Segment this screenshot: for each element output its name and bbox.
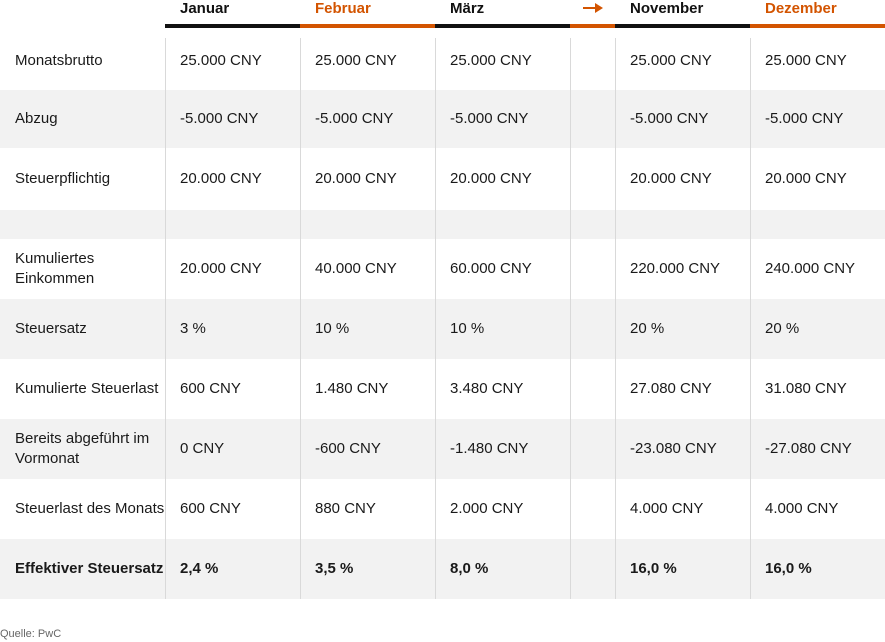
cell-feb: -600 CNY bbox=[315, 440, 381, 457]
column-divider bbox=[615, 38, 616, 599]
row-label: Monatsbrutto bbox=[15, 52, 103, 69]
cell-dec: 4.000 CNY bbox=[765, 500, 839, 517]
cell-mar: -1.480 CNY bbox=[450, 440, 529, 457]
header-rule bbox=[615, 24, 750, 28]
source-note: Quelle: PwC bbox=[0, 628, 62, 640]
column-header-gap bbox=[570, 0, 615, 30]
cell-mar: 20.000 CNY bbox=[450, 170, 532, 187]
cell-jan: 25.000 CNY bbox=[180, 52, 262, 69]
table-row bbox=[0, 148, 885, 210]
header-rule bbox=[300, 24, 435, 28]
cell-dec: -27.080 CNY bbox=[765, 440, 852, 457]
row-label: Kumulierte Steuerlast bbox=[15, 380, 159, 397]
column-divider bbox=[300, 38, 301, 599]
cell-nov: -5.000 CNY bbox=[630, 110, 709, 127]
cell-mar: 2.000 CNY bbox=[450, 500, 524, 517]
cell-feb: 880 CNY bbox=[315, 500, 376, 517]
cell-jan: -5.000 CNY bbox=[180, 110, 259, 127]
cell-dec: 31.080 CNY bbox=[765, 380, 847, 397]
column-header-mar bbox=[435, 0, 570, 30]
cell-nov: 20.000 CNY bbox=[630, 170, 712, 187]
row-label: Kumuliertes Einkommen bbox=[15, 250, 95, 287]
cell-feb: 40.000 CNY bbox=[315, 260, 397, 277]
cell-jan: 600 CNY bbox=[180, 500, 241, 517]
table-row bbox=[0, 239, 885, 299]
row-label: Steuerlast des Monats bbox=[15, 500, 165, 517]
row-label: Bereits abgeführt im Vormonat bbox=[15, 430, 150, 467]
arrow-right-icon bbox=[582, 0, 604, 16]
table-row bbox=[0, 419, 885, 479]
table-row bbox=[0, 32, 885, 90]
column-header-jan bbox=[165, 0, 300, 30]
column-header-label: Dezember bbox=[765, 0, 837, 17]
cell-nov: 220.000 CNY bbox=[630, 260, 721, 277]
column-header-nov bbox=[615, 0, 750, 30]
cell-dec: 16,0 % bbox=[765, 560, 812, 577]
header-rule bbox=[435, 24, 570, 28]
column-divider bbox=[165, 38, 166, 599]
spacer-row bbox=[0, 210, 885, 239]
cell-feb: 10 % bbox=[315, 320, 350, 337]
cell-mar: 10 % bbox=[450, 320, 485, 337]
column-header-label: Januar bbox=[180, 0, 230, 17]
row-label: Steuerpflichtig bbox=[15, 170, 111, 187]
row-label: Abzug bbox=[15, 110, 58, 127]
cell-dec: -5.000 CNY bbox=[765, 110, 844, 127]
cell-dec: 20.000 CNY bbox=[765, 170, 847, 187]
cell-feb: 3,5 % bbox=[315, 560, 354, 577]
cell-nov: 16,0 % bbox=[630, 560, 677, 577]
header-rule bbox=[750, 24, 885, 28]
cell-dec: 20 % bbox=[765, 320, 800, 337]
table-row bbox=[0, 359, 885, 419]
cell-nov: 27.080 CNY bbox=[630, 380, 712, 397]
cell-feb: -5.000 CNY bbox=[315, 110, 394, 127]
cell-feb: 1.480 CNY bbox=[315, 380, 389, 397]
header-rule bbox=[570, 24, 615, 28]
cell-jan: 20.000 CNY bbox=[180, 260, 262, 277]
cell-jan: 20.000 CNY bbox=[180, 170, 262, 187]
cell-jan: 2,4 % bbox=[180, 560, 219, 577]
column-divider bbox=[570, 38, 571, 599]
table-row bbox=[0, 299, 885, 359]
column-header-dec bbox=[750, 0, 885, 30]
cell-jan: 3 % bbox=[180, 320, 206, 337]
cell-nov: 20 % bbox=[630, 320, 665, 337]
cell-nov: 4.000 CNY bbox=[630, 500, 704, 517]
cell-mar: 60.000 CNY bbox=[450, 260, 532, 277]
column-header-feb bbox=[300, 0, 435, 30]
column-divider bbox=[750, 38, 751, 599]
cell-mar: 3.480 CNY bbox=[450, 380, 524, 397]
table-row bbox=[0, 479, 885, 539]
table-row bbox=[0, 90, 885, 148]
row-label: Effektiver Steuersatz bbox=[15, 560, 164, 577]
cell-mar: 8,0 % bbox=[450, 560, 489, 577]
column-header-label: März bbox=[450, 0, 485, 17]
table-row-summary bbox=[0, 539, 885, 599]
cell-mar: 25.000 CNY bbox=[450, 52, 532, 69]
column-header-label: Februar bbox=[315, 0, 371, 17]
cell-feb: 25.000 CNY bbox=[315, 52, 397, 69]
column-header-label: November bbox=[630, 0, 704, 17]
cell-mar: -5.000 CNY bbox=[450, 110, 529, 127]
cell-dec: 240.000 CNY bbox=[765, 260, 856, 277]
cell-jan: 600 CNY bbox=[180, 380, 241, 397]
cell-nov: -23.080 CNY bbox=[630, 440, 717, 457]
cell-jan: 0 CNY bbox=[180, 440, 225, 457]
column-divider bbox=[435, 38, 436, 599]
cell-nov: 25.000 CNY bbox=[630, 52, 712, 69]
header-rule bbox=[165, 24, 300, 28]
cell-dec: 25.000 CNY bbox=[765, 52, 847, 69]
cell-feb: 20.000 CNY bbox=[315, 170, 397, 187]
row-label: Steuersatz bbox=[15, 320, 87, 337]
